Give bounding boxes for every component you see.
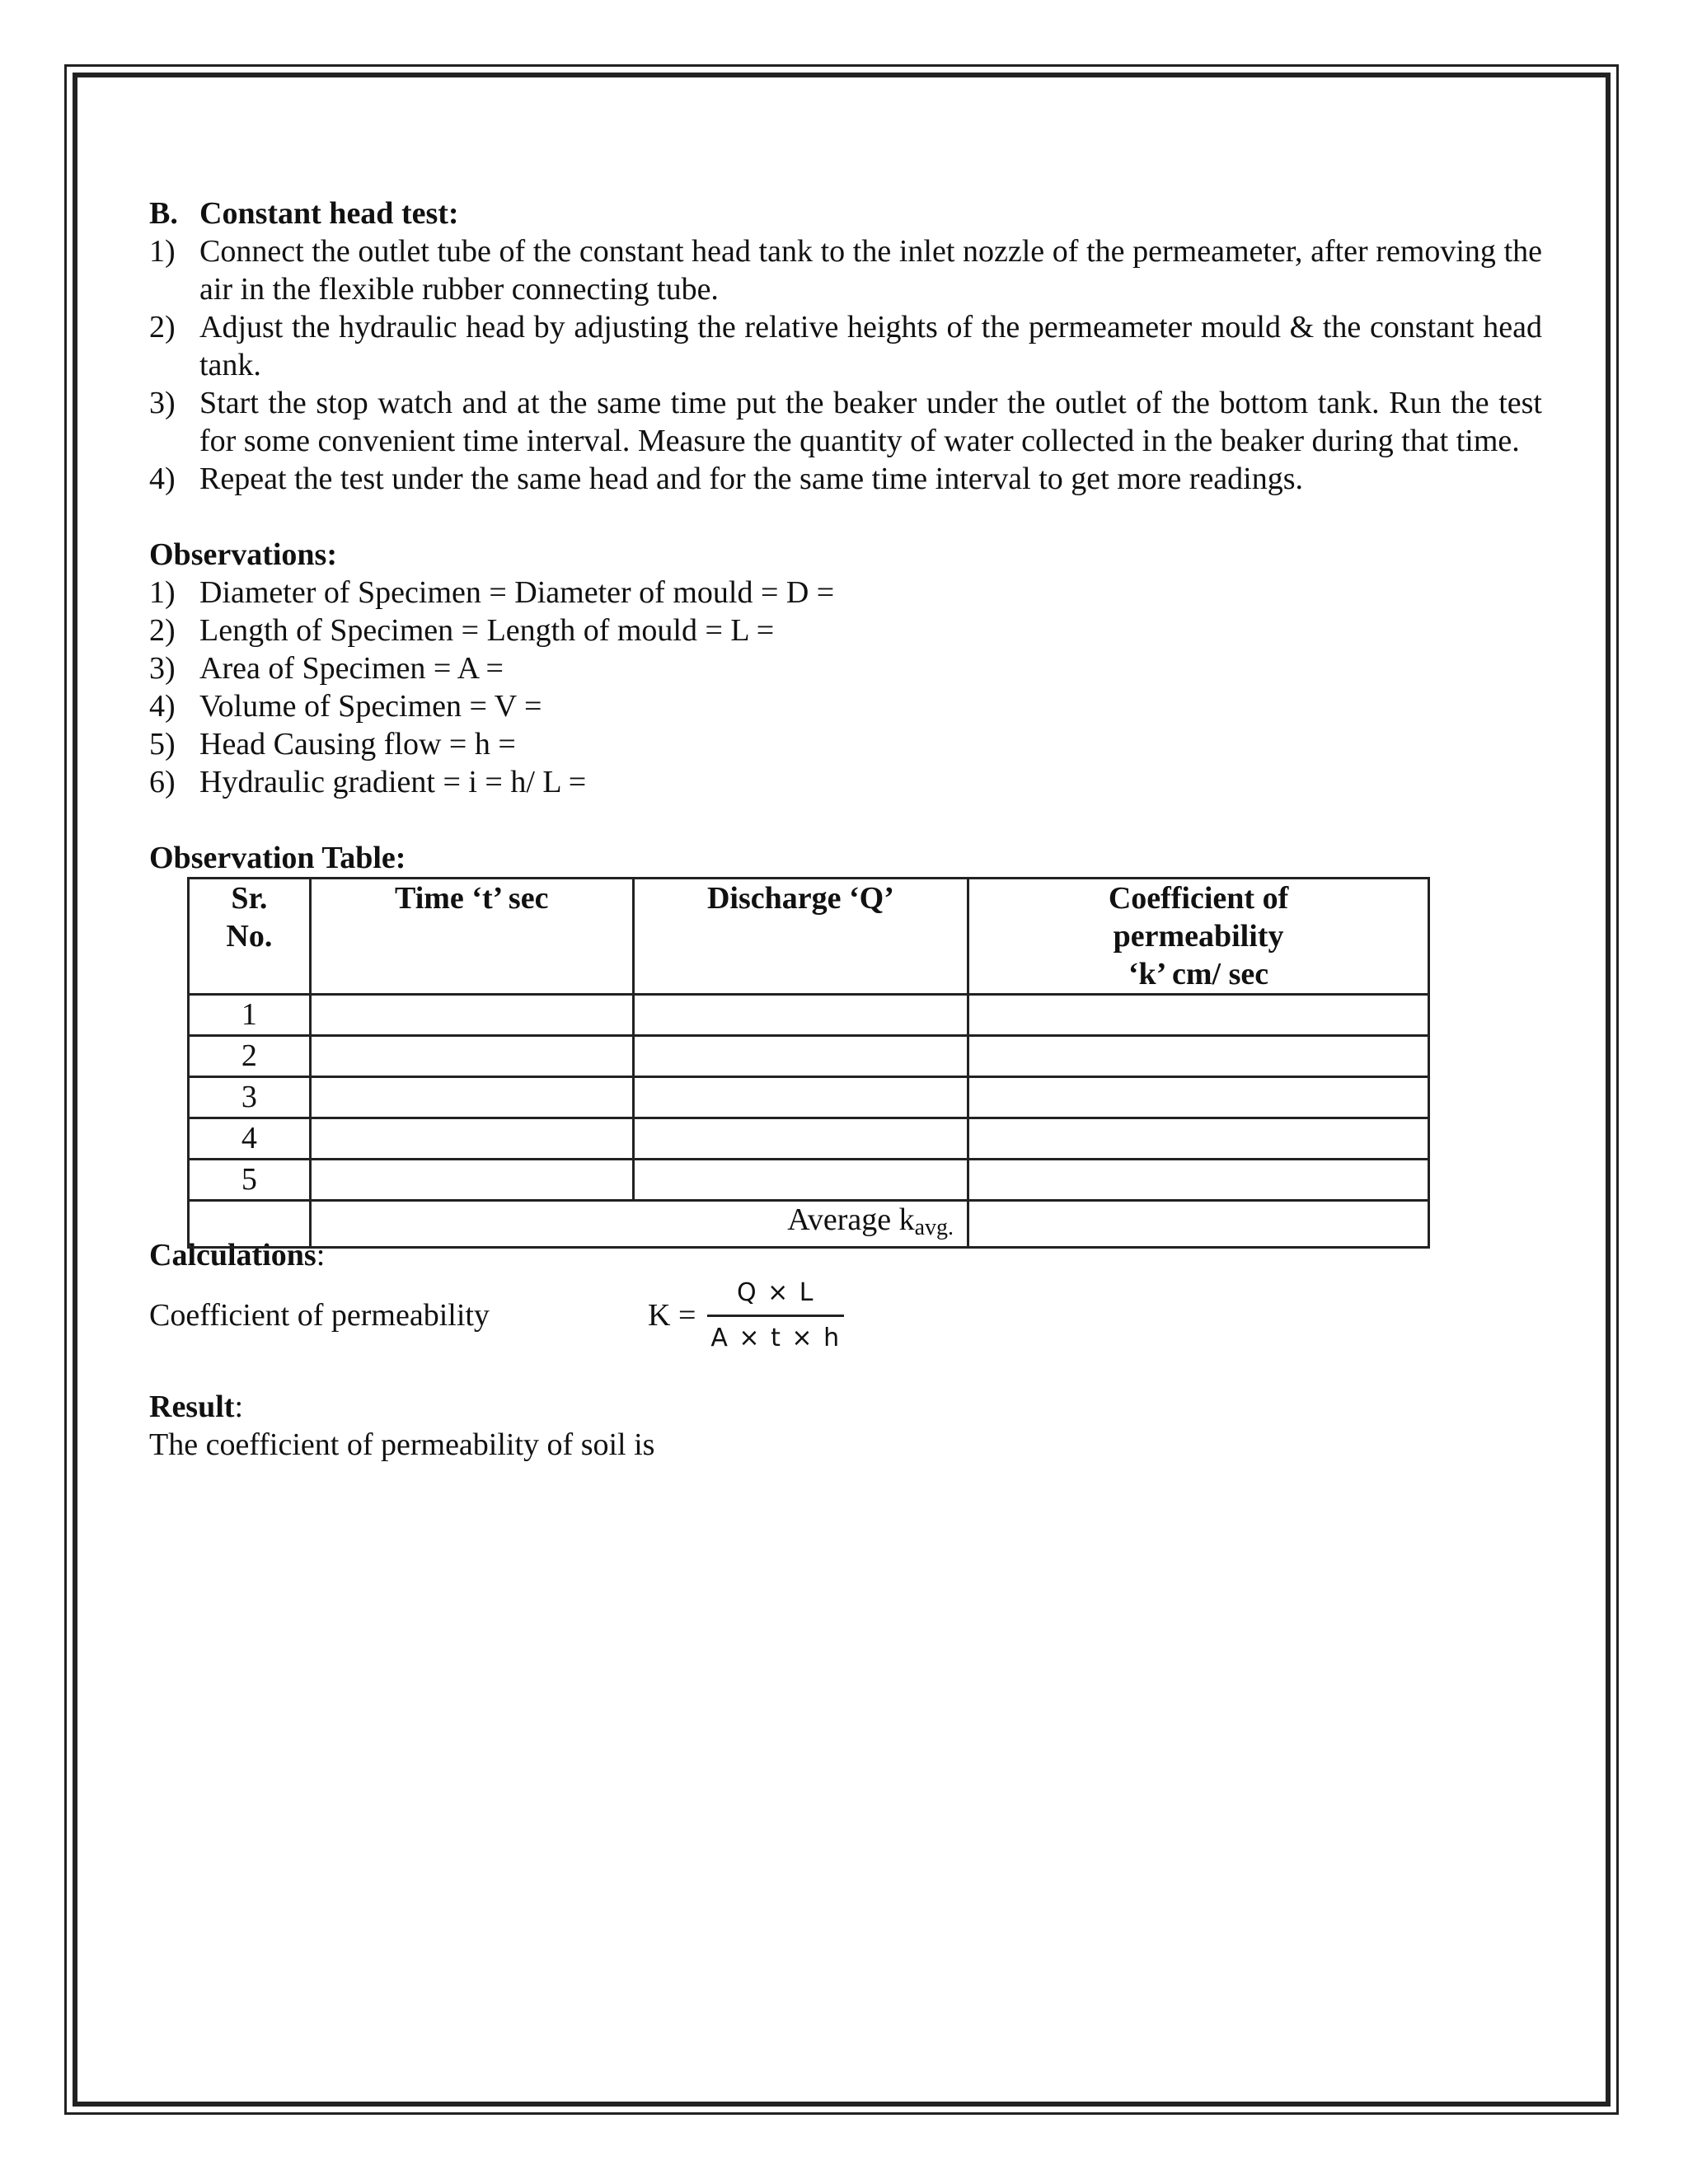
- header-coef-line3: ‘k’ cm/ sec: [1128, 957, 1269, 991]
- table-row: [189, 995, 1429, 1036]
- average-value-cell[interactable]: [968, 1201, 1429, 1248]
- formula-numerator: Q × L: [736, 1277, 815, 1307]
- observation-number: 2): [149, 613, 176, 648]
- observation-item: [149, 612, 1542, 649]
- step-text: Connect the outlet tube of the constant head tank to the inlet nozzle of the permeameter, after removing the air in the flexible rubber connecting tube.: [199, 234, 1542, 307]
- observation-number: 4): [149, 689, 176, 724]
- average-sr-blank: [189, 1201, 311, 1248]
- calculation-row: [149, 1266, 1542, 1365]
- row-sr-number: 2: [189, 1036, 311, 1077]
- discharge-cell[interactable]: [633, 1160, 968, 1201]
- header-time: Time ‘t’ sec: [310, 879, 633, 995]
- observation-item: [149, 763, 1542, 801]
- procedure-step: [149, 308, 1542, 384]
- header-coef-line2: permeability: [1113, 919, 1284, 954]
- coefficient-cell[interactable]: [968, 995, 1429, 1036]
- average-subscript: avg.: [914, 1215, 954, 1240]
- discharge-cell[interactable]: [633, 1077, 968, 1118]
- discharge-cell[interactable]: [633, 995, 968, 1036]
- calculations-title: Calculations: [149, 1238, 316, 1272]
- row-sr-number: 5: [189, 1160, 311, 1201]
- time-cell[interactable]: [310, 1160, 633, 1201]
- calculations-colon: :: [316, 1238, 326, 1272]
- header-sr-line2: No.: [226, 919, 273, 954]
- average-label: Average k: [787, 1202, 915, 1237]
- formula-lhs: K =: [648, 1298, 696, 1333]
- formula-denominator: A × t × h: [710, 1323, 842, 1352]
- observation-text: Head Causing flow = h =: [199, 727, 516, 762]
- observation-table: [187, 877, 1430, 1249]
- observation-item: [149, 649, 1542, 687]
- table-header-row: [189, 879, 1429, 995]
- header-sr-line1: Sr.: [231, 881, 268, 916]
- result-heading: [149, 1388, 1542, 1426]
- observation-text: Area of Specimen = A =: [199, 651, 504, 686]
- section-title: Constant head test:: [199, 196, 459, 231]
- table-row: [189, 1118, 1429, 1160]
- time-cell[interactable]: [310, 1077, 633, 1118]
- document-body: [149, 194, 1542, 1464]
- header-sr-no: [189, 879, 311, 995]
- observation-item: [149, 687, 1542, 725]
- step-text: Repeat the test under the same head and for the same time interval to get more readings.: [199, 462, 1304, 496]
- section-mark: B.: [149, 196, 178, 231]
- step-text: Adjust the hydraulic head by adjusting the relative heights of the permeameter mould & the constant head tank.: [199, 310, 1542, 382]
- procedure-steps: [149, 232, 1542, 498]
- table-row: [189, 1036, 1429, 1077]
- observation-number: 1): [149, 575, 176, 610]
- header-coefficient: [968, 879, 1429, 995]
- section-heading: [149, 194, 1542, 232]
- table-row: [189, 1160, 1429, 1201]
- observation-text: Volume of Specimen = V =: [199, 689, 542, 724]
- result-colon: :: [234, 1390, 244, 1424]
- observations-list: [149, 574, 1542, 801]
- step-number: 1): [149, 234, 176, 269]
- calculation-label: Coefficient of permeability: [149, 1298, 490, 1333]
- observation-number: 5): [149, 727, 176, 762]
- discharge-cell[interactable]: [633, 1036, 968, 1077]
- time-cell[interactable]: [310, 1118, 633, 1160]
- row-sr-number: 1: [189, 995, 311, 1036]
- procedure-step: [149, 384, 1542, 460]
- coefficient-cell[interactable]: [968, 1160, 1429, 1201]
- observation-item: [149, 725, 1542, 763]
- coefficient-cell[interactable]: [968, 1077, 1429, 1118]
- step-number: 2): [149, 310, 176, 344]
- row-sr-number: 4: [189, 1118, 311, 1160]
- header-coef-line1: Coefficient of: [1108, 881, 1289, 916]
- procedure-step: [149, 232, 1542, 308]
- procedure-step: [149, 460, 1542, 498]
- result-text: The coefficient of permeability of soil is: [149, 1427, 655, 1462]
- observation-text: Length of Specimen = Length of mould = L =: [199, 613, 775, 648]
- time-cell[interactable]: [310, 1036, 633, 1077]
- observation-text: Diameter of Specimen = Diameter of mould = D =: [199, 575, 835, 610]
- formula-fraction: [707, 1278, 844, 1353]
- result-title: Result: [149, 1390, 235, 1424]
- header-discharge: Discharge ‘Q’: [633, 879, 968, 995]
- observation-item: [149, 574, 1542, 612]
- observation-text: Hydraulic gradient = i = h/ L =: [199, 765, 587, 799]
- table-row: [189, 1077, 1429, 1118]
- coefficient-cell[interactable]: [968, 1118, 1429, 1160]
- step-text: Start the stop watch and at the same time put the beaker under the outlet of the bottom tank. Run the test for some convenient time interval. Measure the quantity of water collected in the beaker during that time.: [199, 386, 1542, 458]
- step-number: 4): [149, 462, 176, 496]
- observation-table-title: Observation Table:: [149, 841, 406, 875]
- observation-number: 3): [149, 651, 176, 686]
- row-sr-number: 3: [189, 1077, 311, 1118]
- time-cell[interactable]: [310, 995, 633, 1036]
- discharge-cell[interactable]: [633, 1118, 968, 1160]
- permeability-formula: [648, 1278, 844, 1353]
- observations-title: Observations:: [149, 537, 337, 572]
- observation-number: 6): [149, 765, 176, 799]
- coefficient-cell[interactable]: [968, 1036, 1429, 1077]
- step-number: 3): [149, 386, 176, 420]
- average-label-cell: [310, 1201, 968, 1248]
- table-average-row: [189, 1201, 1429, 1248]
